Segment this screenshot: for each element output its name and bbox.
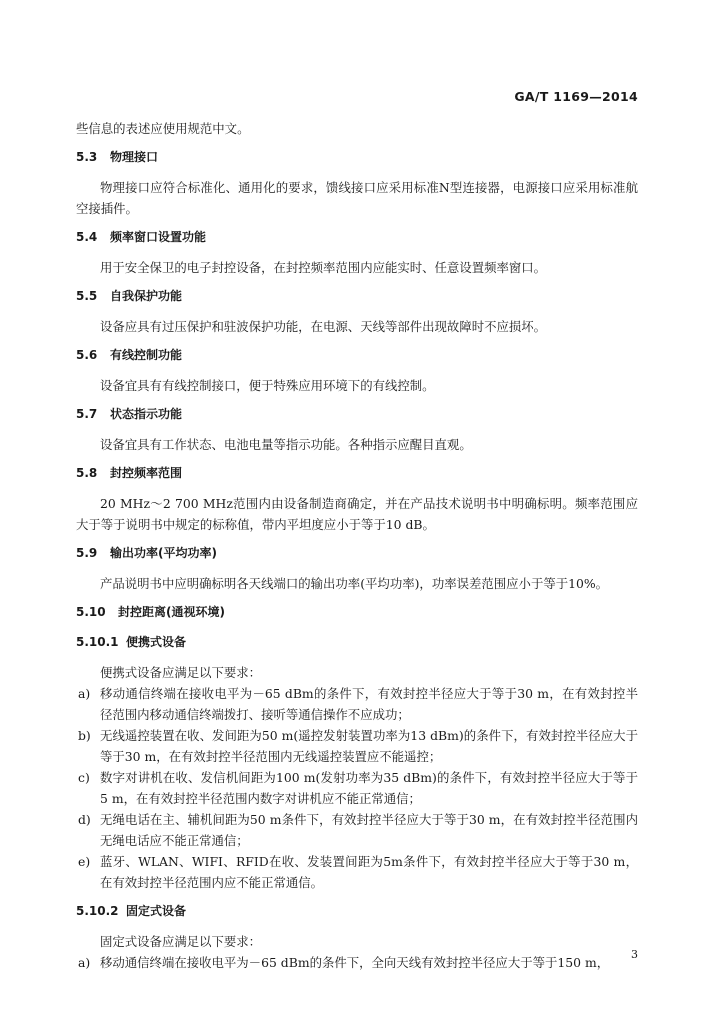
list-item: d) 无绳电话在主、辅机间距为50 m条件下，有效封控半径应大于等于30 m，在有效封控半径范围内无绳电话应不能正常通信； [78, 812, 638, 848]
section-heading-5-5: 5.5 自我保护功能 [76, 289, 183, 303]
section-heading-5-10-1: 5.10.1 便携式设备 [76, 635, 187, 649]
intro-paragraph: 些信息的表述应使用规范中文。 [76, 121, 250, 136]
section-heading-5-9: 5.9 输出功率(平均功率) [76, 546, 217, 560]
page-number: 3 [631, 948, 638, 961]
section-body-5-8: 20 MHz～2 700 MHz范围内由设备制造商确定，并在产品技术说明书中明确标明。频率范围应大于等于说明书中规定的标称值，带内平坦度应小于等于10 dB。 [76, 496, 638, 532]
section-body-5-4: 用于安全保卫的电子封控设备，在封控频率范围内应能实时、任意设置频率窗口。 [100, 260, 547, 275]
list-item: a) 移动通信终端在接收电平为－65 dBm的条件下，有效封控半径应大于等于30 m，在有效封控半径范围内移动通信终端拨打、接听等通信操作不应成功； [78, 686, 638, 722]
section-heading-5-3: 5.3 物理接口 [76, 150, 159, 164]
portable-requirements-list [76, 683, 638, 893]
section-body-5-3: 物理接口应符合标准化、通用化的要求，馈线接口应采用标准N型连接器，电源接口应采用标准航空接插件。 [76, 180, 638, 216]
section-heading-5-10: 5.10 封控距离(通视环境) [76, 605, 225, 619]
section-heading-5-7: 5.7 状态指示功能 [76, 407, 183, 421]
section-body-5-9: 产品说明书中应明确标明各天线端口的输出功率(平均功率)，功率误差范围应小于等于10%。 [100, 576, 609, 591]
section-body-5-5: 设备应具有过压保护和驻波保护功能，在电源、天线等部件出现故障时不应损坏。 [100, 319, 547, 334]
section-heading-5-10-2: 5.10.2 固定式设备 [76, 904, 187, 918]
section-body-5-6: 设备宜具有有线控制接口，便于特殊应用环境下的有线控制。 [100, 378, 435, 393]
list-item: c) 数字对讲机在收、发信机间距为100 m(发射功率为35 dBm)的条件下，有效封控半径应大于等于5 m，在有效封控半径范围内数字对讲机应不能正常通信； [78, 770, 638, 806]
standard-code: GA/T 1169—2014 [514, 89, 638, 104]
portable-lead: 便携式设备应满足以下要求： [100, 665, 262, 680]
section-heading-5-6: 5.6 有线控制功能 [76, 348, 183, 362]
fixed-requirements-list [76, 952, 638, 973]
section-heading-5-4: 5.4 频率窗口设置功能 [76, 230, 207, 244]
section-body-5-7: 设备宜具有工作状态、电池电量等指示功能。各种指示应醒目直观。 [100, 437, 472, 452]
fixed-lead: 固定式设备应满足以下要求： [100, 934, 262, 949]
list-item: a) 移动通信终端在接收电平为－65 dBm的条件下，全向天线有效封控半径应大于等于150 m， [78, 955, 610, 970]
document-body [76, 118, 638, 981]
list-item: e) 蓝牙、WLAN、WIFI、RFID在收、发装置间距为5m条件下，有效封控半径应大于等于30 m，在有效封控半径范围内应不能正常通信。 [78, 854, 638, 890]
section-heading-5-8: 5.8 封控频率范围 [76, 466, 183, 480]
list-item: b) 无线遥控装置在收、发间距为50 m(遥控发射装置功率为13 dBm)的条件下，有效封控半径应大于等于30 m，在有效封控半径范围内无线遥控装置应不能遥控； [78, 728, 638, 764]
